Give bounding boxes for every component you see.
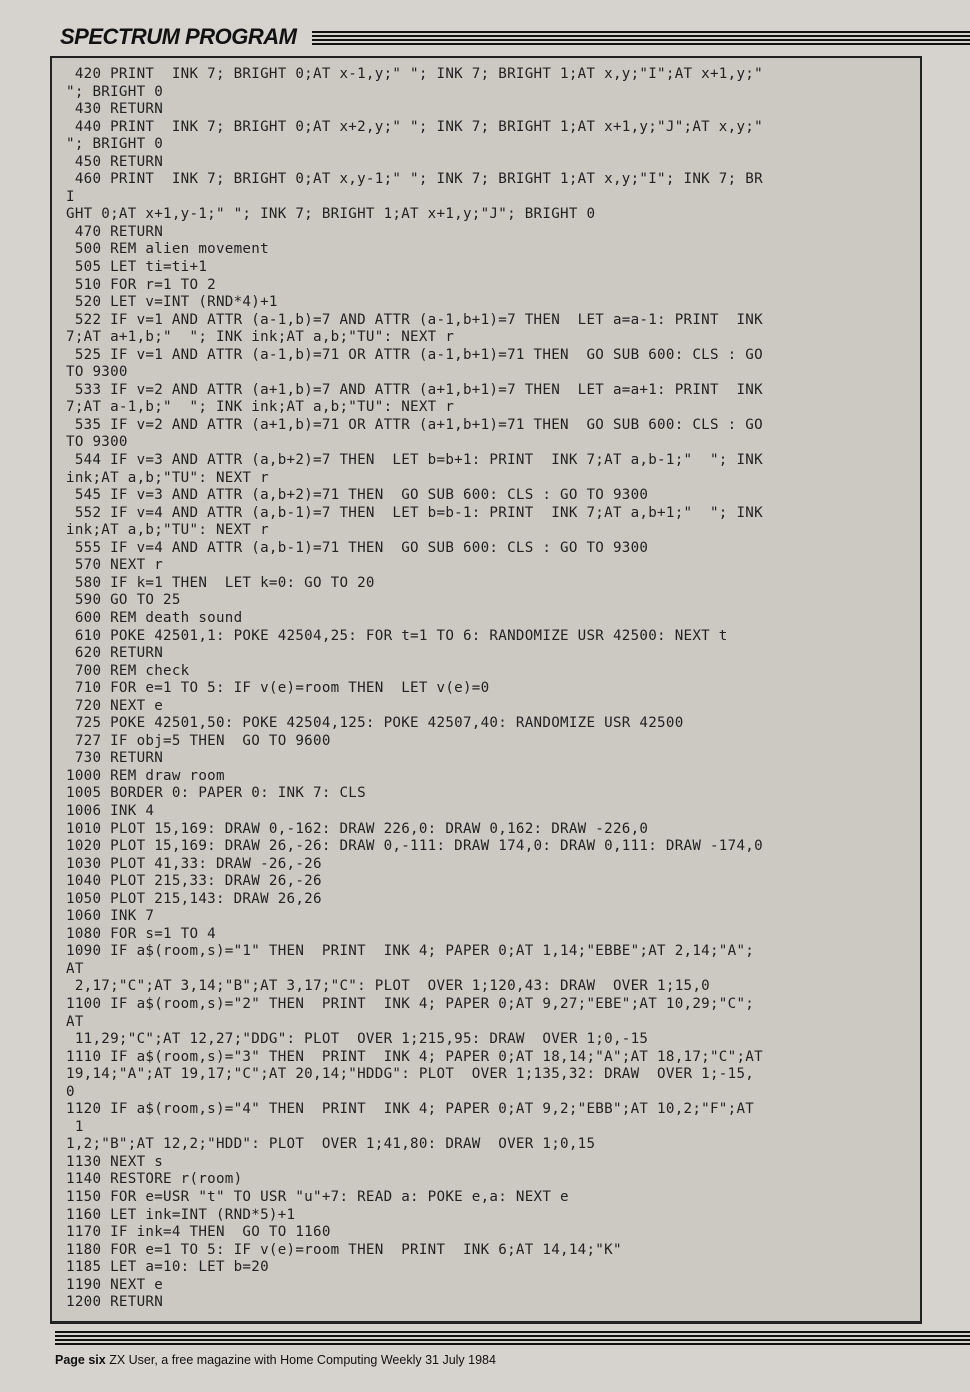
code-line: AT: [66, 960, 84, 977]
code-line: 525 IF v=1 AND ATTR (a-1,b)=71 OR ATTR (a-1,b+1)=71 THEN GO SUB 600: CLS : GO: [66, 346, 763, 363]
code-line: 700 REM check: [66, 662, 190, 679]
code-line: AT: [66, 1013, 84, 1030]
code-line: 1: [66, 1118, 84, 1135]
code-line: 1100 IF a$(room,s)="2" THEN PRINT INK 4; PAPER 0;AT 9,27;"EBE";AT 10,29;"C";: [66, 995, 755, 1012]
code-line: 440 PRINT INK 7; BRIGHT 0;AT x+2,y;" "; INK 7; BRIGHT 1;AT x+1,y;"J";AT x,y;": [66, 118, 763, 135]
code-line: "; BRIGHT 0: [66, 136, 164, 153]
code-line: 1120 IF a$(room,s)="4" THEN PRINT INK 4; PAPER 0;AT 9,2;"EBB";AT 10,2;"F";AT: [66, 1101, 755, 1118]
code-line: 460 PRINT INK 7; BRIGHT 0;AT x,y-1;" "; INK 7; BRIGHT 1;AT x,y;"I"; INK 7; BR: [66, 171, 763, 188]
code-line: 1200 RETURN: [66, 1294, 164, 1311]
code-line: 1040 PLOT 215,33: DRAW 26,-26: [66, 873, 322, 890]
code-line: 510 FOR r=1 TO 2: [66, 276, 216, 293]
code-line: 0: [66, 1083, 75, 1100]
code-line: TO 9300: [66, 364, 128, 381]
code-line: 1140 RESTORE r(room): [66, 1171, 243, 1188]
code-line: 545 IF v=3 AND ATTR (a,b+2)=71 THEN GO SUB 600: CLS : GO TO 9300: [66, 487, 649, 504]
code-line: 470 RETURN: [66, 223, 164, 240]
code-line: 533 IF v=2 AND ATTR (a+1,b)=7 AND ATTR (a+1,b+1)=7 THEN LET a=a+1: PRINT INK: [66, 381, 763, 398]
code-line: 1000 REM draw room: [66, 767, 225, 784]
code-line: 520 LET v=INT (RND*4)+1: [66, 294, 278, 311]
code-line: 535 IF v=2 AND ATTR (a+1,b)=71 OR ATTR (a+1,b+1)=71 THEN GO SUB 600: CLS : GO: [66, 416, 763, 433]
code-line: 730 RETURN: [66, 750, 164, 767]
code-line: ink;AT a,b;"TU": NEXT r: [66, 469, 269, 486]
code-line: "; BRIGHT 0: [66, 83, 164, 100]
code-line: 620 RETURN: [66, 645, 164, 662]
code-line: 505 LET ti=ti+1: [66, 259, 208, 276]
code-line: 720 NEXT e: [66, 697, 164, 714]
program-listing-box: [50, 56, 922, 1324]
code-line: 1150 FOR e=USR "t" TO USR "u"+7: READ a: POKE e,a: NEXT e: [66, 1189, 569, 1205]
code-line: 610 POKE 42501,1: POKE 42504,25: FOR t=1 TO 6: RANDOMIZE USR 42500: NEXT t: [66, 627, 728, 644]
code-line: 1110 IF a$(room,s)="3" THEN PRINT INK 4; PAPER 0;AT 18,14;"A";AT 18,17;"C";AT: [66, 1048, 763, 1065]
code-line: 725 POKE 42501,50: POKE 42504,125: POKE 42507,40: RANDOMIZE USR 42500: [66, 715, 684, 732]
code-line: 1130 NEXT s: [66, 1153, 164, 1170]
code-line: 1020 PLOT 15,169: DRAW 26,-26: DRAW 0,-111: DRAW 174,0: DRAW 0,111: DRAW -174,0: [66, 838, 763, 855]
code-line: 420 PRINT INK 7; BRIGHT 0;AT x-1,y;" "; INK 7; BRIGHT 1;AT x,y;"I";AT x+1,y;": [66, 66, 763, 82]
code-line: 11,29;"C";AT 12,27;"DDG": PLOT OVER 1;215,95: DRAW OVER 1;0,-15: [66, 1031, 649, 1048]
code-line: 580 IF k=1 THEN LET k=0: GO TO 20: [66, 574, 375, 591]
code-line: 430 RETURN: [66, 101, 164, 118]
code-line: 1185 LET a=10: LET b=20: [66, 1259, 269, 1276]
code-line: 7;AT a+1,b;" "; INK ink;AT a,b;"TU": NEXT r: [66, 329, 455, 346]
code-line: 2,17;"C";AT 3,14;"B";AT 3,17;"C": PLOT OVER 1;120,43: DRAW OVER 1;15,0: [66, 978, 710, 995]
code-line: 555 IF v=4 AND ATTR (a,b-1)=71 THEN GO SUB 600: CLS : GO TO 9300: [66, 539, 649, 556]
code-line: 7;AT a-1,b;" "; INK ink;AT a,b;"TU": NEXT r: [66, 399, 455, 416]
code-line: 552 IF v=4 AND ATTR (a,b-1)=7 THEN LET b=b-1: PRINT INK 7;AT a,b+1;" "; INK: [66, 504, 763, 521]
code-line: TO 9300: [66, 434, 128, 451]
code-line: 1090 IF a$(room,s)="1" THEN PRINT INK 4; PAPER 0;AT 1,14;"EBBE";AT 2,14;"A";: [66, 943, 755, 960]
code-line: 710 FOR e=1 TO 5: IF v(e)=room THEN LET v(e)=0: [66, 680, 490, 697]
code-line: I: [66, 188, 75, 205]
code-line: 1006 INK 4: [66, 802, 155, 819]
page-header: [60, 22, 970, 52]
code-line: 1,2;"B";AT 12,2;"HDD": PLOT OVER 1;41,80: DRAW OVER 1;0,15: [66, 1136, 596, 1153]
code-line: 1080 FOR s=1 TO 4: [66, 925, 216, 942]
code-line: 1010 PLOT 15,169: DRAW 0,-162: DRAW 226,0: DRAW 0,162: DRAW -226,0: [66, 820, 649, 837]
code-line: 570 NEXT r: [66, 557, 164, 574]
code-line: 1030 PLOT 41,33: DRAW -26,-26: [66, 855, 322, 872]
page-footer: [55, 1353, 496, 1367]
code-line: GHT 0;AT x+1,y-1;" "; INK 7; BRIGHT 1;AT x+1,y;"J"; BRIGHT 0: [66, 206, 596, 223]
code-line: 19,14;"A";AT 19,17;"C";AT 20,14;"HDDG": PLOT OVER 1;135,32: DRAW OVER 1;-15,: [66, 1066, 755, 1083]
footer-rule: [55, 1331, 970, 1347]
header-rule: [312, 31, 970, 45]
page-number: Page six: [55, 1353, 106, 1367]
code-line: 1050 PLOT 215,143: DRAW 26,26: [66, 890, 322, 907]
code-line: 600 REM death sound: [66, 609, 243, 626]
code-line: 544 IF v=3 AND ATTR (a,b+2)=7 THEN LET b=b+1: PRINT INK 7;AT a,b-1;" "; INK: [66, 452, 763, 469]
code-line: 727 IF obj=5 THEN GO TO 9600: [66, 732, 331, 749]
section-title: SPECTRUM PROGRAM: [60, 24, 297, 49]
code-line: 590 GO TO 25: [66, 592, 181, 609]
code-line: 500 REM alien movement: [66, 241, 269, 258]
program-listing: [66, 66, 912, 1312]
code-line: 1160 LET ink=INT (RND*5)+1: [66, 1206, 296, 1223]
code-line: 1060 INK 7: [66, 908, 155, 925]
code-line: 1180 FOR e=1 TO 5: IF v(e)=room THEN PRINT INK 6;AT 14,14;"K": [66, 1241, 622, 1258]
code-line: 522 IF v=1 AND ATTR (a-1,b)=7 AND ATTR (a-1,b+1)=7 THEN LET a=a-1: PRINT INK: [66, 311, 763, 328]
footer-credit: ZX User, a free magazine with Home Computing Weekly 31 July 1984: [105, 1353, 496, 1367]
code-line: ink;AT a,b;"TU": NEXT r: [66, 522, 269, 539]
code-line: 1170 IF ink=4 THEN GO TO 1160: [66, 1224, 331, 1241]
code-line: 450 RETURN: [66, 153, 164, 170]
code-line: 1190 NEXT e: [66, 1276, 164, 1293]
code-line: 1005 BORDER 0: PAPER 0: INK 7: CLS: [66, 785, 366, 802]
